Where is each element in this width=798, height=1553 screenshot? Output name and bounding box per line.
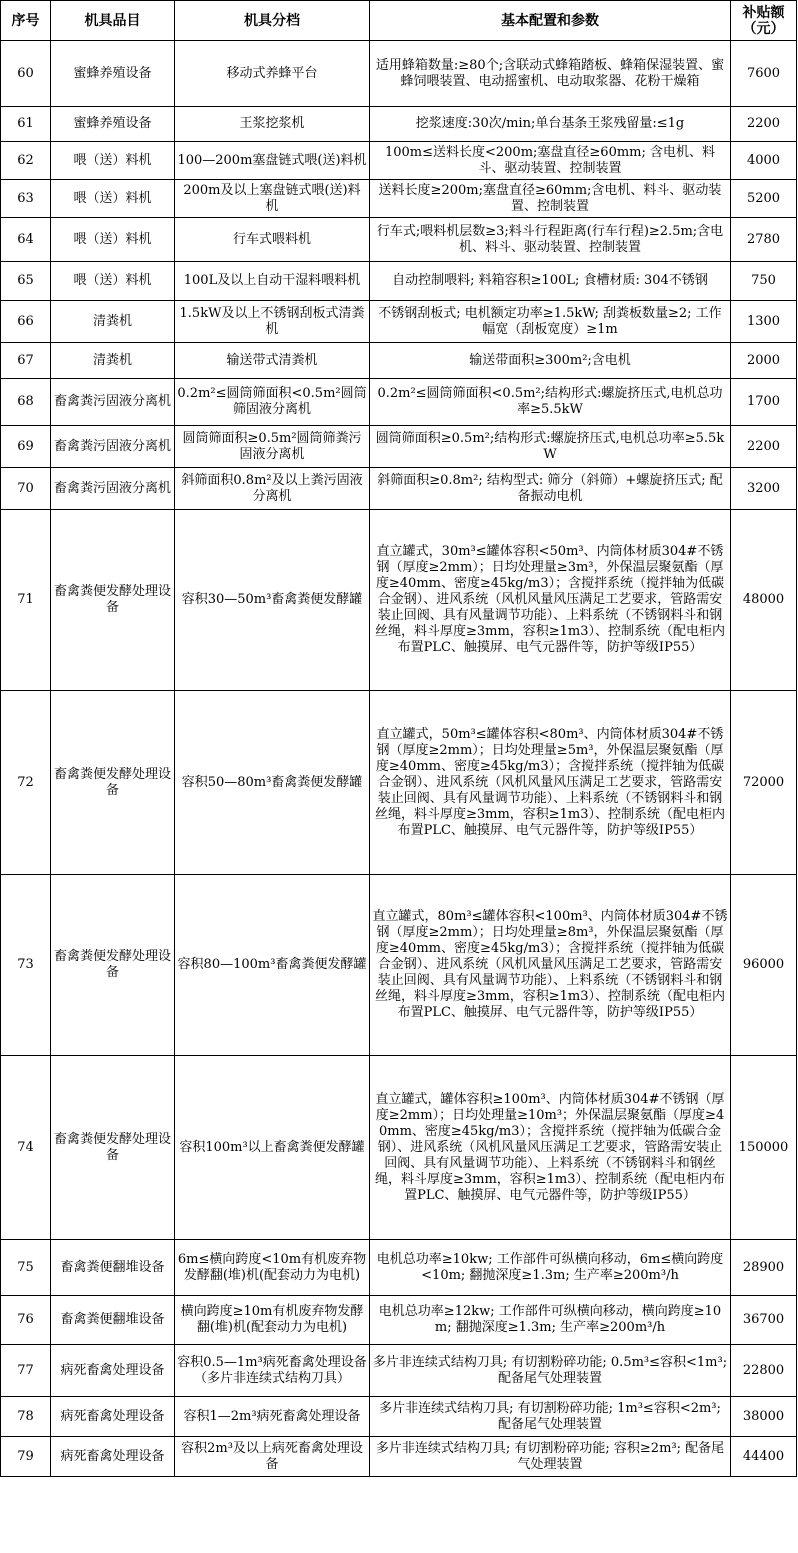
cell-subsidy: 48000 bbox=[731, 510, 797, 691]
cell-config: 输送带面积≥300m²;含电机 bbox=[370, 343, 731, 379]
cell-grade: 容积80—100m³畜禽粪便发酵罐 bbox=[175, 875, 370, 1056]
cell-subsidy: 22800 bbox=[731, 1345, 797, 1397]
cell-no: 68 bbox=[1, 379, 51, 426]
cell-subsidy: 38000 bbox=[731, 1397, 797, 1437]
cell-grade: 王浆挖浆机 bbox=[175, 107, 370, 142]
cell-grade: 容积50—80m³畜禽粪便发酵罐 bbox=[175, 691, 370, 875]
cell-subsidy: 96000 bbox=[731, 875, 797, 1056]
cell-grade: 容积1—2m³病死畜禽处理设备 bbox=[175, 1397, 370, 1437]
cell-item: 喂（送）料机 bbox=[51, 218, 175, 262]
cell-subsidy: 150000 bbox=[731, 1056, 797, 1240]
cell-subsidy: 2780 bbox=[731, 218, 797, 262]
cell-grade: 6m≤横向跨度<10m有机废弃物发酵翻(堆)机(配套动力为电机) bbox=[175, 1240, 370, 1296]
table-row bbox=[1, 107, 797, 142]
cell-config: 0.2m²≤圆筒筛面积<0.5m²;结构形式:螺旋挤压式,电机总功率≥5.5kW bbox=[370, 379, 731, 426]
cell-config: 直立罐式，30m³≤罐体容积<50m³、内筒体材质304#不锈钢（厚度≥2mm）；日均处理量≥3m³，外保温层聚氨酯（厚度≥40mm、密度≥45kg/m3）；含搅拌系统（搅拌轴为低碳合金钢）、进风系统（风机风量风压满足工艺要求，管路需安装止回阀、具有风量调节功能）、上料系统（不锈钢料斗和钢丝绳，料斗厚度≥3mm，容积≥1m3）、控制系统（配电柜内布置PLC、触摸屏、电气元器件等，防护等级IP55） bbox=[370, 510, 731, 691]
cell-subsidy: 28900 bbox=[731, 1240, 797, 1296]
cell-no: 77 bbox=[1, 1345, 51, 1397]
table-row bbox=[1, 1397, 797, 1437]
table-row bbox=[1, 41, 797, 107]
cell-config: 直立罐式，80m³≤罐体容积<100m³、内筒体材质304#不锈钢（厚度≥2mm）；日均处理量≥8m³，外保温层聚氨酯（厚度≥40mm、密度≥45kg/m3）；含搅拌系统（搅拌轴为低碳合金钢）、进风系统（风机风量风压满足工艺要求，管路需安装止回阀、具有风量调节功能）、上料系统（不锈钢料斗和钢丝绳，料斗厚度≥3mm，容积≥1m3）、控制系统（配电柜内布置PLC、触摸屏、电气元器件等，防护等级IP55） bbox=[370, 875, 731, 1056]
cell-config: 多片非连续式结构刀具; 有切割粉碎功能; 1m³≤容积<2m³; 配备尾气处理装置 bbox=[370, 1397, 731, 1437]
cell-grade: 100L及以上自动干湿料喂料机 bbox=[175, 262, 370, 301]
cell-no: 65 bbox=[1, 262, 51, 301]
cell-no: 64 bbox=[1, 218, 51, 262]
cell-config: 不锈钢刮板式; 电机额定功率≥1.5kW; 刮粪板数量≥2; 工作幅宽（刮板宽度）≥1m bbox=[370, 301, 731, 343]
table-row bbox=[1, 180, 797, 218]
table-row bbox=[1, 1345, 797, 1397]
cell-subsidy: 3200 bbox=[731, 468, 797, 510]
cell-subsidy: 44400 bbox=[731, 1437, 797, 1477]
cell-item: 病死畜禽处理设备 bbox=[51, 1345, 175, 1397]
cell-no: 75 bbox=[1, 1240, 51, 1296]
cell-config: 适用蜂箱数量:≥80个;含联动式蜂箱踏板、蜂箱保湿装置、蜜蜂饲喂装置、电动摇蜜机、电动取浆器、花粉干燥箱 bbox=[370, 41, 731, 107]
cell-grade: 0.2m²≤圆筒筛面积<0.5m²圆筒筛固液分离机 bbox=[175, 379, 370, 426]
cell-grade: 容积100m³以上畜禽粪便发酵罐 bbox=[175, 1056, 370, 1240]
cell-subsidy: 36700 bbox=[731, 1296, 797, 1345]
cell-no: 73 bbox=[1, 875, 51, 1056]
cell-item: 畜禽粪便发酵处理设备 bbox=[51, 1056, 175, 1240]
cell-config: 100m≤送料长度<200m;塞盘直径≥60mm; 含电机、料斗、驱动装置、控制装置 bbox=[370, 142, 731, 180]
cell-no: 76 bbox=[1, 1296, 51, 1345]
table-row bbox=[1, 343, 797, 379]
header-grade: 机具分档 bbox=[175, 1, 370, 41]
cell-no: 79 bbox=[1, 1437, 51, 1477]
cell-grade: 容积0.5—1m³病死畜禽处理设备（多片非连续式结构刀具） bbox=[175, 1345, 370, 1397]
table-row bbox=[1, 379, 797, 426]
cell-config: 斜筛面积≥0.8m²; 结构型式: 筛分（斜筛）+螺旋挤压式; 配备振动电机 bbox=[370, 468, 731, 510]
header-no: 序号 bbox=[1, 1, 51, 41]
table-row bbox=[1, 301, 797, 343]
table-row bbox=[1, 510, 797, 691]
cell-item: 蜜蜂养殖设备 bbox=[51, 41, 175, 107]
table-row bbox=[1, 1240, 797, 1296]
cell-no: 63 bbox=[1, 180, 51, 218]
cell-item: 喂（送）料机 bbox=[51, 142, 175, 180]
table-row bbox=[1, 1437, 797, 1477]
cell-config: 行车式;喂料机层数≥3;料斗行程距离(行车行程)≥2.5m;含电机、料斗、驱动装置、控制装置 bbox=[370, 218, 731, 262]
table-row bbox=[1, 218, 797, 262]
cell-config: 电机总功率≥10kw; 工作部件可纵横向移动，6m≤横向跨度<10m; 翻抛深度≥1.3m; 生产率≥200m³/h bbox=[370, 1240, 731, 1296]
cell-subsidy: 1700 bbox=[731, 379, 797, 426]
header-config: 基本配置和参数 bbox=[370, 1, 731, 41]
cell-config: 电机总功率≥12kw; 工作部件可纵横向移动，横向跨度≥10m; 翻抛深度≥1.3m; 生产率≥200m³/h bbox=[370, 1296, 731, 1345]
cell-subsidy: 2200 bbox=[731, 107, 797, 142]
cell-item: 畜禽粪便翻堆设备 bbox=[51, 1240, 175, 1296]
cell-grade: 横向跨度≥10m有机废弃物发酵翻(堆)机(配套动力为电机) bbox=[175, 1296, 370, 1345]
cell-item: 蜜蜂养殖设备 bbox=[51, 107, 175, 142]
cell-no: 60 bbox=[1, 41, 51, 107]
cell-no: 67 bbox=[1, 343, 51, 379]
cell-item: 畜禽粪便翻堆设备 bbox=[51, 1296, 175, 1345]
header-item: 机具品目 bbox=[51, 1, 175, 41]
table-row bbox=[1, 262, 797, 301]
cell-no: 78 bbox=[1, 1397, 51, 1437]
cell-grade: 200m及以上塞盘链式喂(送)料机 bbox=[175, 180, 370, 218]
cell-subsidy: 7600 bbox=[731, 41, 797, 107]
cell-item: 畜禽粪便发酵处理设备 bbox=[51, 875, 175, 1056]
cell-item: 清粪机 bbox=[51, 343, 175, 379]
cell-item: 病死畜禽处理设备 bbox=[51, 1397, 175, 1437]
cell-grade: 容积2m³及以上病死畜禽处理设备 bbox=[175, 1437, 370, 1477]
cell-grade: 输送带式清粪机 bbox=[175, 343, 370, 379]
cell-config: 挖浆速度:30次/min;单台基条王浆残留量:≤1g bbox=[370, 107, 731, 142]
cell-item: 畜禽粪污固液分离机 bbox=[51, 379, 175, 426]
cell-no: 66 bbox=[1, 301, 51, 343]
cell-config: 圆筒筛面积≥0.5m²;结构形式:螺旋挤压式,电机总功率≥5.5kW bbox=[370, 426, 731, 468]
table-row bbox=[1, 1296, 797, 1345]
cell-no: 70 bbox=[1, 468, 51, 510]
cell-grade: 100—200m塞盘链式喂(送)料机 bbox=[175, 142, 370, 180]
cell-config: 多片非连续式结构刀具; 有切割粉碎功能; 容积≥2m³; 配备尾气处理装置 bbox=[370, 1437, 731, 1477]
cell-config: 送料长度≥200m;塞盘直径≥60mm;含电机、料斗、驱动装置、控制装置 bbox=[370, 180, 731, 218]
cell-subsidy: 5200 bbox=[731, 180, 797, 218]
cell-item: 喂（送）料机 bbox=[51, 180, 175, 218]
cell-grade: 容积30—50m³畜禽粪便发酵罐 bbox=[175, 510, 370, 691]
table-row bbox=[1, 142, 797, 180]
cell-no: 71 bbox=[1, 510, 51, 691]
cell-subsidy: 72000 bbox=[731, 691, 797, 875]
cell-grade: 圆筒筛面积≥0.5m²圆筒筛粪污固液分离机 bbox=[175, 426, 370, 468]
cell-config: 多片非连续式结构刀具; 有切割粉碎功能; 0.5m³≤容积<1m³; 配备尾气处理装置 bbox=[370, 1345, 731, 1397]
cell-item: 畜禽粪污固液分离机 bbox=[51, 468, 175, 510]
table-row bbox=[1, 691, 797, 875]
cell-item: 喂（送）料机 bbox=[51, 262, 175, 301]
cell-grade: 移动式养蜂平台 bbox=[175, 41, 370, 107]
cell-config: 直立罐式，50m³≤罐体容积<80m³、内筒体材质304#不锈钢（厚度≥2mm）；日均处理量≥5m³，外保温层聚氨酯（厚度≥40mm、密度≥45kg/m3）；含搅拌系统（搅拌轴为低碳合金钢）、进风系统（风机风量风压满足工艺要求，管路需安装止回阀、具有风量调节功能）、上料系统（不锈钢料斗和钢丝绳，料斗厚度≥3mm，容积≥1m3）、控制系统（配电柜内布置PLC、触摸屏、电气元器件等，防护等级IP55） bbox=[370, 691, 731, 875]
cell-item: 病死畜禽处理设备 bbox=[51, 1437, 175, 1477]
table-body bbox=[1, 41, 797, 1477]
cell-config: 直立罐式，罐体容积≥100m³、内筒体材质304#不锈钢（厚度≥2mm）；日均处理量≥10m³；外保温层聚氨酯（厚度≥40mm、密度≥45kg/m3）；含搅拌系统（搅拌轴为低碳合金钢）、进风系统（风机风量风压满足工艺要求，管路需安装止回阀、具有风量调节功能）、上料系统（不锈钢料斗和钢丝绳，料斗厚度≥3mm，容积≥1m3）、控制系统（配电柜内布置PLC、触摸屏、电气元器件等，防护等级IP55） bbox=[370, 1056, 731, 1240]
cell-no: 61 bbox=[1, 107, 51, 142]
cell-no: 74 bbox=[1, 1056, 51, 1240]
cell-subsidy: 1300 bbox=[731, 301, 797, 343]
cell-grade: 斜筛面积0.8m²及以上粪污固液分离机 bbox=[175, 468, 370, 510]
cell-item: 畜禽粪便发酵处理设备 bbox=[51, 691, 175, 875]
cell-grade: 行车式喂料机 bbox=[175, 218, 370, 262]
table-row bbox=[1, 1056, 797, 1240]
cell-no: 72 bbox=[1, 691, 51, 875]
cell-item: 畜禽粪便发酵处理设备 bbox=[51, 510, 175, 691]
cell-config: 自动控制喂料; 料箱容积≥100L; 食槽材质: 304不锈钢 bbox=[370, 262, 731, 301]
table-row bbox=[1, 875, 797, 1056]
cell-no: 69 bbox=[1, 426, 51, 468]
cell-no: 62 bbox=[1, 142, 51, 180]
header-row bbox=[1, 1, 797, 41]
table-row bbox=[1, 426, 797, 468]
cell-subsidy: 4000 bbox=[731, 142, 797, 180]
cell-grade: 1.5kW及以上不锈钢刮板式清粪机 bbox=[175, 301, 370, 343]
table-row bbox=[1, 468, 797, 510]
cell-subsidy: 2000 bbox=[731, 343, 797, 379]
cell-subsidy: 2200 bbox=[731, 426, 797, 468]
cell-item: 畜禽粪污固液分离机 bbox=[51, 426, 175, 468]
cell-subsidy: 750 bbox=[731, 262, 797, 301]
header-subsidy: 补贴额（元） bbox=[731, 1, 797, 41]
cell-item: 清粪机 bbox=[51, 301, 175, 343]
